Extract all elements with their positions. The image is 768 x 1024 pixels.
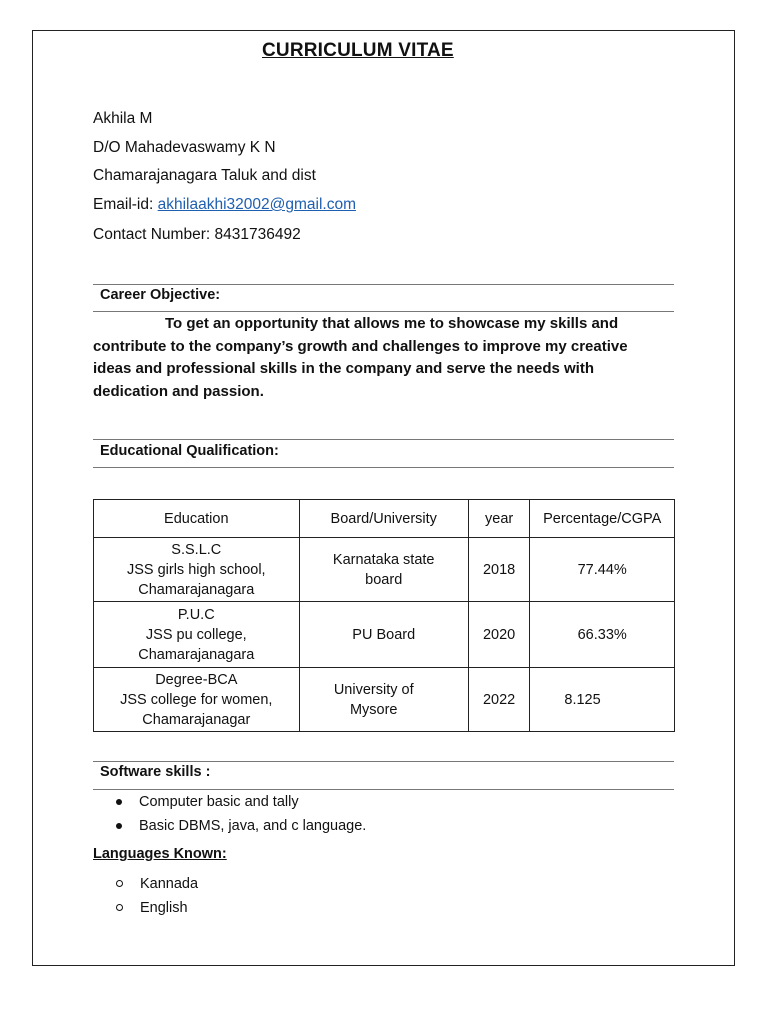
language-text: Kannada <box>140 876 199 892</box>
list-item <box>100 872 198 896</box>
education-institution: JSS girls high school, <box>126 561 266 578</box>
skill-text: Basic DBMS, java, and c language. <box>139 818 367 834</box>
contact-label: Contact Number: <box>93 226 211 243</box>
page-title: CURRICULUM VITAE <box>262 40 454 61</box>
contact-line <box>93 226 301 244</box>
circle-bullet-icon <box>116 880 123 887</box>
list-item <box>100 814 366 838</box>
education-level: P.U.C <box>177 606 215 623</box>
table-row <box>94 602 675 668</box>
column-header: Education <box>94 500 300 538</box>
education-place: Chamarajanagara <box>138 646 255 663</box>
education-cell <box>94 602 300 668</box>
list-item <box>100 896 198 920</box>
education-institution: JSS pu college, <box>145 626 247 643</box>
education-table <box>93 499 675 732</box>
career-objective-body: To get an opportunity that allows me to showcase my skills and contribute to the company’s growth and challenges to improve my creative ideas and professional skills in the company and serve the needs with dedication and passion. <box>93 315 628 400</box>
relation-line: D/O Mahadevaswamy K N <box>93 139 276 156</box>
board-cell <box>299 538 468 602</box>
column-header: year <box>468 500 530 538</box>
address-line: Chamarajanagara Taluk and dist <box>93 167 316 184</box>
board-text: Karnataka state board <box>332 551 435 588</box>
board-text: University of Mysore <box>333 681 414 718</box>
languages-list <box>100 872 198 920</box>
education-place: Chamarajanagar <box>142 711 251 728</box>
year-cell: 2022 <box>468 668 530 732</box>
languages-heading: Languages Known: <box>93 846 227 862</box>
language-text: English <box>140 900 188 916</box>
name-line: Akhila M <box>93 110 153 127</box>
education-place: Chamarajanagara <box>138 581 255 598</box>
score-cell: 77.44% <box>530 538 675 602</box>
bullet-icon <box>116 799 122 805</box>
board-cell: PU Board <box>299 602 468 668</box>
score-cell: 66.33% <box>530 602 675 668</box>
year-cell: 2018 <box>468 538 530 602</box>
divider <box>93 284 674 285</box>
software-skills-heading: Software skills : <box>100 764 211 780</box>
year-cell: 2020 <box>468 602 530 668</box>
education-institution: JSS college for women, <box>120 691 273 708</box>
software-skills-list <box>100 790 366 838</box>
education-level: S.S.L.C <box>171 541 222 558</box>
education-level: Degree-BCA <box>155 671 238 688</box>
divider <box>93 311 674 312</box>
table-row <box>94 538 675 602</box>
divider <box>93 761 674 762</box>
education-heading: Educational Qualification: <box>100 443 279 459</box>
career-objective-heading: Career Objective: <box>100 287 221 303</box>
education-cell <box>94 538 300 602</box>
score-cell: 8.125 <box>530 668 675 732</box>
divider <box>93 439 674 440</box>
circle-bullet-icon <box>116 904 123 911</box>
column-header: Percentage/CGPA <box>530 500 675 538</box>
email-line <box>93 196 356 214</box>
column-header: Board/University <box>299 500 468 538</box>
board-cell <box>299 668 468 732</box>
bullet-icon <box>116 823 122 829</box>
list-item <box>100 790 366 814</box>
divider <box>93 467 674 468</box>
table-header-row <box>94 500 675 538</box>
email-link[interactable]: akhilaakhi32002@gmail.com <box>157 196 357 213</box>
skill-text: Computer basic and tally <box>139 794 299 810</box>
table-row <box>94 668 675 732</box>
career-objective-text <box>93 313 653 403</box>
email-label: Email-id: <box>93 196 154 213</box>
contact-number: 8431736492 <box>214 226 301 243</box>
education-cell <box>94 668 300 732</box>
